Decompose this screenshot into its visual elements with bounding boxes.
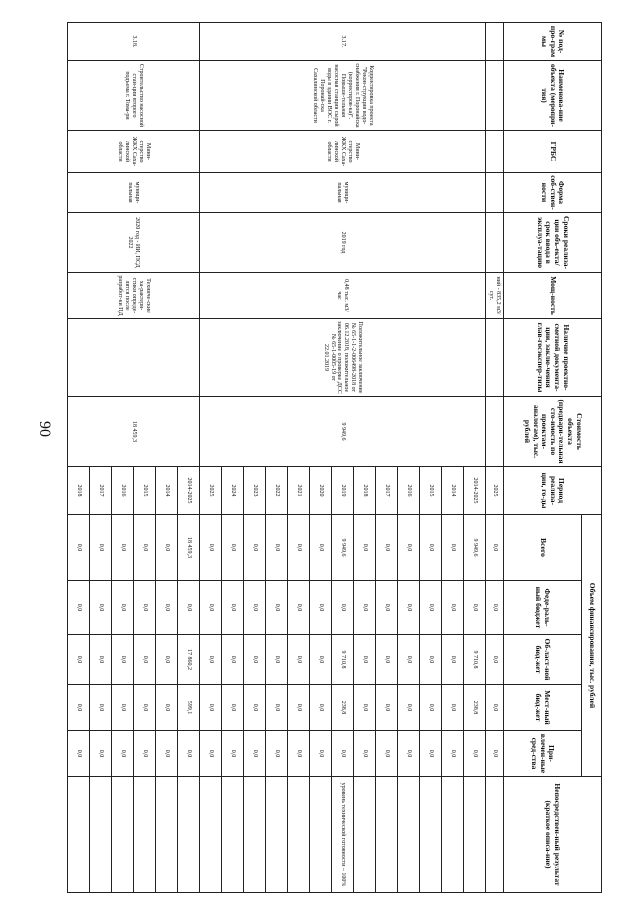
cell-power: Техниче-ские ха-рактери-стики опреде-лятся после разработ-ки ПД	[68, 273, 200, 319]
cell-name: Корректировка проекта "Рекон-струкция водо-снабжения г. Поронайска (корректиров-ка)". Повыше-тельная насосная станция сырой воды в здании ВОС г. Поронай-ска Сахалинской области	[200, 61, 486, 131]
cell-total: 0,0	[310, 515, 332, 581]
header-total: Всего	[504, 515, 582, 581]
cell-local: 0,0	[68, 685, 90, 731]
header-funding: Объем финансирования, тыс. рублей	[582, 515, 602, 777]
cell-federal: 0,0	[244, 581, 266, 635]
header-attracted: При-влечен-ные сред-ства	[504, 731, 582, 777]
cell-total: 0,0	[354, 515, 376, 581]
cell-attracted: 0,0	[266, 731, 288, 777]
table-viewport	[75, 22, 602, 892]
cell-result	[266, 777, 288, 893]
cell-result	[464, 777, 486, 893]
cell-attracted: 0,0	[112, 731, 134, 777]
cell-num: 3.17.	[200, 23, 486, 61]
cell-local: 238,8	[464, 685, 486, 731]
cell-regional: 0,0	[486, 635, 504, 685]
cell-regional: 9 710,8	[464, 635, 486, 685]
cell-regional: 0,0	[376, 635, 398, 685]
cell-regional: 17 860,2	[178, 635, 200, 685]
cell-federal: 0,0	[442, 581, 464, 635]
cell-federal: 0,0	[354, 581, 376, 635]
cell-regional: 0,0	[420, 635, 442, 685]
table-row	[486, 23, 504, 893]
cell-result	[486, 777, 504, 893]
cell-attracted: 0,0	[156, 731, 178, 777]
header-power: Мощ-ность	[504, 273, 602, 319]
cell-federal: 0,0	[420, 581, 442, 635]
cell-local: 0,0	[420, 685, 442, 731]
cell-total: 0,0	[244, 515, 266, 581]
cell-period: 2015	[420, 467, 442, 515]
table-row	[464, 23, 486, 893]
cell-total: 0,0	[68, 515, 90, 581]
cell-result	[200, 777, 222, 893]
cell-federal: 0,0	[222, 581, 244, 635]
cell-period: 2016	[398, 467, 420, 515]
cell-num: 3.18.	[68, 23, 200, 61]
header-regional: Об-ласт-ной бюд-жет	[504, 635, 582, 685]
cell-local: 238,8	[332, 685, 354, 731]
cell-result	[354, 777, 376, 893]
header-period: Период реализа-ции, го-ды	[504, 467, 602, 515]
cell-result	[244, 777, 266, 893]
cell-total: 0,0	[486, 515, 504, 581]
cell-terms: 2019 год	[200, 213, 486, 273]
cell-attracted: 0,0	[420, 731, 442, 777]
cell-total: 0,0	[222, 515, 244, 581]
cell-ownership: муници-пальная	[68, 173, 200, 213]
cell-federal: 0,0	[376, 581, 398, 635]
cell-local: 0,0	[310, 685, 332, 731]
cell-regional: 0,0	[156, 635, 178, 685]
cell-local: 0,0	[156, 685, 178, 731]
cell-federal: 0,0	[332, 581, 354, 635]
cell-result	[398, 777, 420, 893]
cell-period: 2017	[376, 467, 398, 515]
cell-attracted: 0,0	[464, 731, 486, 777]
header-result: Непосредствен-ный результат (краткое описа-ние)	[504, 777, 602, 893]
cell-total: 0,0	[90, 515, 112, 581]
cell-period: 2023	[244, 467, 266, 515]
cell-local: 0,0	[354, 685, 376, 731]
cell-local: 599,1	[178, 685, 200, 731]
cell-result	[68, 777, 90, 893]
cell-period: 2017	[90, 467, 112, 515]
object-3-18	[68, 23, 200, 893]
cell-total: 0,0	[200, 515, 222, 581]
header-grbs: ГРБС	[504, 131, 602, 173]
cell-result	[310, 777, 332, 893]
page-number: 90	[36, 421, 53, 437]
cell-result	[134, 777, 156, 893]
cell-period: 2014	[156, 467, 178, 515]
cell-regional: 0,0	[68, 635, 90, 685]
cell-result: уровень технической готовности – 100%	[332, 777, 354, 893]
cell-federal: 0,0	[112, 581, 134, 635]
cell-period: 2024	[222, 467, 244, 515]
cell-federal: 0,0	[200, 581, 222, 635]
cell-grbs: Мини-стерство ЖКХ Саха-линской области	[68, 131, 200, 173]
cell-regional: 0,0	[288, 635, 310, 685]
cell-attracted: 0,0	[90, 731, 112, 777]
cell-total: 0,0	[156, 515, 178, 581]
header-num: № под-про-грам мы	[504, 23, 602, 61]
cell-regional: 0,0	[398, 635, 420, 685]
cell-docs	[68, 319, 200, 397]
cell-result	[178, 777, 200, 893]
cell-federal: 0,0	[486, 581, 504, 635]
cell-regional: 0,0	[134, 635, 156, 685]
cell-attracted: 0,0	[222, 731, 244, 777]
cell-cost: 18 459,3	[68, 397, 200, 467]
cell-local: 0,0	[376, 685, 398, 731]
cell-regional: 0,0	[112, 635, 134, 685]
cell-period: 2020	[310, 467, 332, 515]
cell-result	[376, 777, 398, 893]
cell-local: 0,0	[486, 685, 504, 731]
cell-period: 2019	[332, 467, 354, 515]
cell-attracted: 0,0	[442, 731, 464, 777]
cell-federal: 0,0	[68, 581, 90, 635]
cell-regional: 0,0	[354, 635, 376, 685]
cell-regional: 0,0	[90, 635, 112, 685]
cell-attracted: 0,0	[134, 731, 156, 777]
cell-federal: 0,0	[398, 581, 420, 635]
cell-attracted: 0,0	[200, 731, 222, 777]
cell-attracted: 0,0	[354, 731, 376, 777]
cell-period: 2018	[68, 467, 90, 515]
cell-federal: 0,0	[464, 581, 486, 635]
table-body	[486, 23, 504, 893]
cell-total: 0,0	[288, 515, 310, 581]
cell-regional: 0,0	[244, 635, 266, 685]
table-row	[178, 23, 200, 893]
cell-federal: 0,0	[156, 581, 178, 635]
cell-regional: 0,0	[200, 635, 222, 685]
object-3-17	[200, 23, 486, 893]
cell-power: 0,48 тыс. м3/час	[200, 273, 486, 319]
cell-period: 2025	[486, 467, 504, 515]
cell-result	[90, 777, 112, 893]
cell-total: 0,0	[442, 515, 464, 581]
cell-local: 0,0	[288, 685, 310, 731]
cell-regional: 9 710,8	[332, 635, 354, 685]
cell-federal: 0,0	[310, 581, 332, 635]
cell-grbs: Мини-стерство ЖКХ Саха-линской области	[200, 131, 486, 173]
cell-attracted: 0,0	[310, 731, 332, 777]
cell-period: 2016	[112, 467, 134, 515]
cell-total: 0,0	[134, 515, 156, 581]
cell-attracted: 0,0	[486, 731, 504, 777]
cell-local: 0,0	[90, 685, 112, 731]
cell-regional: 0,0	[310, 635, 332, 685]
cell-local: 0,0	[134, 685, 156, 731]
cell-ownership: муници-пальная	[200, 173, 486, 213]
cell-attracted: 0,0	[244, 731, 266, 777]
table-rotated	[75, 22, 602, 892]
cell-total: 0,0	[398, 515, 420, 581]
header-cost: Стоимость объекта (предвари-тельная сто-имость по проектам-аналогам), тыс. рублей	[504, 397, 602, 467]
cell-result	[222, 777, 244, 893]
cell-period: 2014-2025	[464, 467, 486, 515]
cell-federal: 0,0	[178, 581, 200, 635]
cell-federal: 0,0	[134, 581, 156, 635]
cell-attracted: 0,0	[178, 731, 200, 777]
cell-federal: 0,0	[288, 581, 310, 635]
header-ownership: Форма соб-ствен-ности	[504, 173, 602, 213]
cell-regional: 0,0	[222, 635, 244, 685]
cell-regional: 0,0	[442, 635, 464, 685]
cell-name: Строительство насосной стан-ции второго подъема г. Тома-ри	[68, 61, 200, 131]
cell-attracted: 0,0	[68, 731, 90, 777]
cell-period: 2021	[288, 467, 310, 515]
cell-attracted: 0,0	[376, 731, 398, 777]
cell-power: ний - 835,2 м3/сут.	[486, 273, 504, 319]
cell-result	[420, 777, 442, 893]
cell-attracted: 0,0	[398, 731, 420, 777]
cell-local: 0,0	[398, 685, 420, 731]
header-terms: Сроки реализа-ции объ-екта/срок ввода в эксплуа-тацию	[504, 213, 602, 273]
cell-local: 0,0	[200, 685, 222, 731]
cell-local: 0,0	[442, 685, 464, 731]
header-federal: Феде-раль-ный бюджет	[504, 581, 582, 635]
cell-local: 0,0	[112, 685, 134, 731]
cell-local: 0,0	[222, 685, 244, 731]
program-objects-table	[67, 22, 602, 893]
cell-federal: 0,0	[266, 581, 288, 635]
cell-federal: 0,0	[90, 581, 112, 635]
cell-total: 0,0	[266, 515, 288, 581]
header-name: Наименова-ние объекта (меропри-тия)	[504, 61, 602, 131]
cell-period: 2022	[266, 467, 288, 515]
cell-period: 2014-2025	[178, 467, 200, 515]
cell-period: 2025	[200, 467, 222, 515]
cell-result	[112, 777, 134, 893]
cell-total: 9 949,6	[332, 515, 354, 581]
cell-total: 18 459,3	[178, 515, 200, 581]
cell-total: 0,0	[420, 515, 442, 581]
cell-terms: 2020 год - ИИ, ПСД 2022	[68, 213, 200, 273]
cell-local: 0,0	[266, 685, 288, 731]
cell-attracted: 0,0	[288, 731, 310, 777]
cell-regional: 0,0	[266, 635, 288, 685]
cell-cost: 9 949,6	[200, 397, 486, 467]
cell-period: 2015	[134, 467, 156, 515]
table-header	[504, 23, 602, 893]
cell-result	[442, 777, 464, 893]
cell-attracted: 0,0	[332, 731, 354, 777]
cell-local: 0,0	[244, 685, 266, 731]
cell-total: 0,0	[112, 515, 134, 581]
cell-period: 2014	[442, 467, 464, 515]
header-docs: Наличие проектно-сметной документа-ции, заклю-чения глав-госэкспер-тизы	[504, 319, 602, 397]
header-local: Мест-ный бюд-жет	[504, 685, 582, 731]
cell-result	[288, 777, 310, 893]
cell-result	[156, 777, 178, 893]
cell-docs: Положительное заключение № 65-1-1-2-006498-2018 от 06.12.2018, положительное заключение о проверке ДСС № 65-1-0005-19 от 22.01.2019	[200, 319, 486, 397]
cell-total: 9 949,6	[464, 515, 486, 581]
cell-total: 0,0	[376, 515, 398, 581]
cell-period: 2018	[354, 467, 376, 515]
